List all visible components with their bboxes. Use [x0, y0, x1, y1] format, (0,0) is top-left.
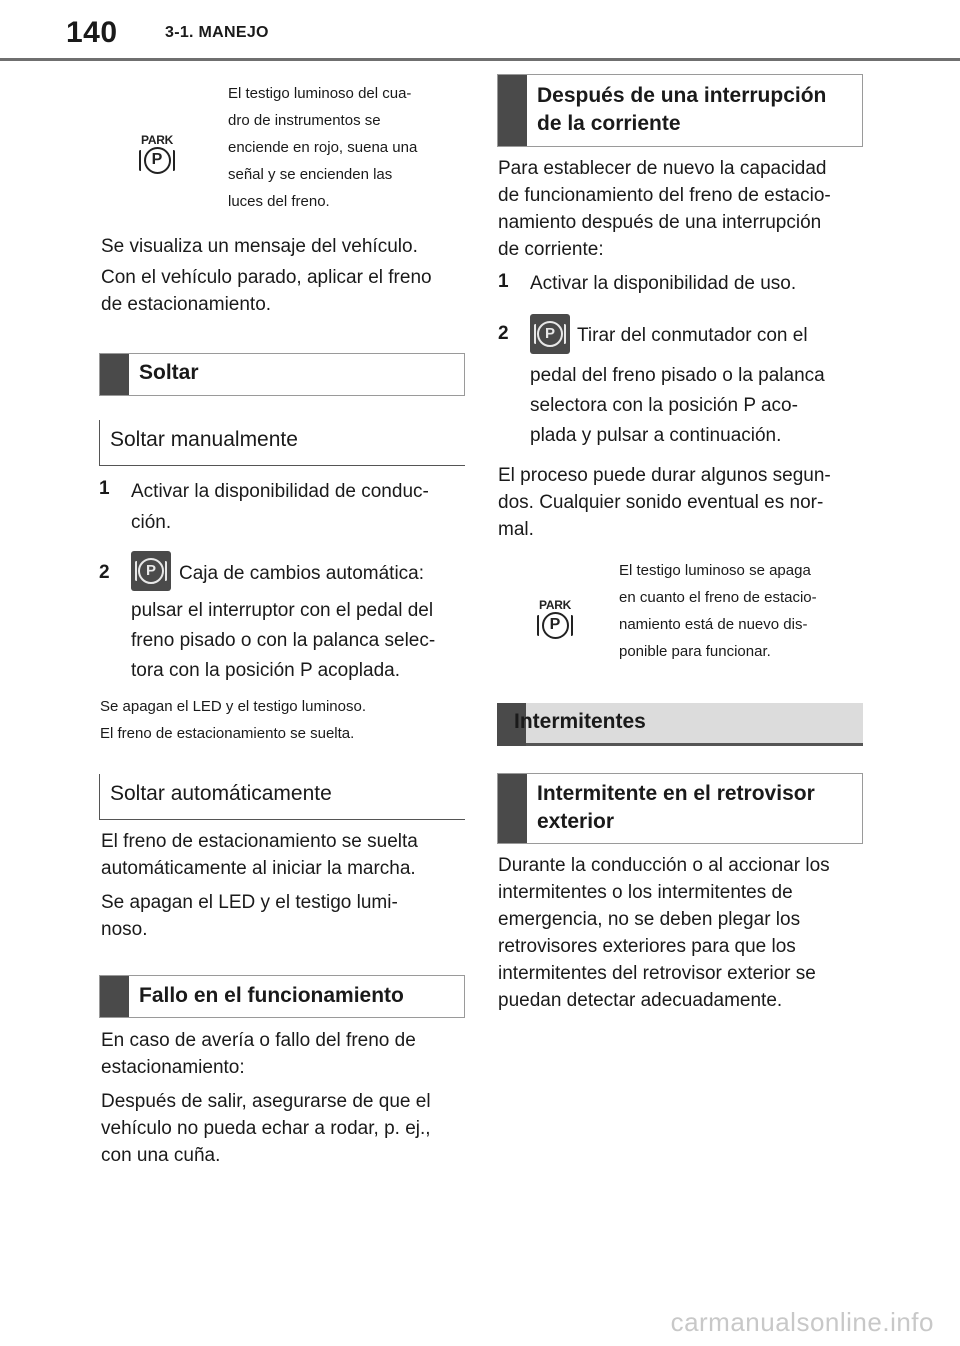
heading-intermitentes: Intermitentes [497, 703, 863, 746]
heading-interrupcion-corriente: Después de una interrupción de la corriente [497, 74, 863, 147]
step-2-text: pulsar el interruptor con el pedal del freno pisado o con la palanca selec- tora con la posición P acoplada. [131, 600, 436, 681]
retrovisor-text: Durante la conducción o al accionar los intermitentes o los intermitentes de emergencia, no se deben plegar los retrovisores exteriores para que los intermitentes del retrovisor exterior se puedan detectar adecuadamente. [498, 855, 830, 1011]
restore-intro-text: Para establecer de nuevo la capacidad de funcionamiento del freno de estacio- namiento después de una interrupción de corriente: [498, 158, 831, 260]
auto-release-text: El freno de estacionamiento se suelta automáticamente al iniciar la marcha. [101, 831, 418, 879]
subheading-soltar-auto: Soltar automáticamente [99, 774, 465, 820]
watermark: carmanualsonline.info [670, 1307, 934, 1337]
step-number: 1 [99, 478, 110, 499]
page-header [0, 0, 960, 62]
indicator-note: El testigo luminoso del cua- dro de instrumentos se enciende en rojo, suena una señal y se encienden las luces del freno. [228, 85, 418, 210]
heading-retrovisor: Intermitente en el retrovisor exterior [497, 773, 863, 844]
heading-soltar: Soltar [99, 353, 465, 396]
indicator-off-note: El testigo luminoso se apaga en cuanto el freno de estacio- namiento está de nuevo dis- ponible para funcionar. [619, 562, 817, 660]
step-number: 1 [498, 271, 509, 292]
section-title: 3-1. MANEJO [165, 24, 269, 41]
heading-fallo: Fallo en el funcionamiento [99, 975, 465, 1018]
apply-brake-text: Con el vehículo parado, aplicar el freno de estacionamiento. [101, 267, 432, 315]
park-brake-warning-icon: PARK P [535, 598, 575, 642]
park-brake-warning-icon: PARK P [137, 133, 177, 177]
led-off-note: Se apagan el LED y el testigo luminoso. [100, 698, 366, 715]
restore-step-2-lead: Tirar del conmutador con el [577, 325, 808, 346]
brake-released-note: El freno de estacionamiento se suelta. [100, 725, 355, 742]
step-2-lead: Caja de cambios automática: [179, 563, 425, 584]
step-number: 2 [99, 562, 110, 583]
parking-brake-switch-icon: P [131, 551, 171, 591]
vehicle-message-text: Se visualiza un mensaje del vehículo. [101, 236, 418, 257]
process-duration-text: El proceso puede durar algunos segun- dos. Cualquier sonido eventual es nor- mal. [498, 465, 831, 540]
step-1-text: Activar la disponibilidad de conduc- ción. [131, 481, 429, 533]
auto-led-off-text: Se apagan el LED y el testigo lumi- noso. [101, 892, 398, 940]
parking-brake-switch-icon: P [530, 314, 570, 354]
restore-step-2-text: pedal del freno pisado o la palanca selectora con la posición P aco- plada y pulsar a continuación. [530, 365, 825, 446]
subheading-soltar-manual: Soltar manualmente [99, 420, 465, 466]
page-number: 140 [66, 16, 118, 49]
header-divider [0, 58, 960, 61]
fallo-text-1: En caso de avería o fallo del freno de estacionamiento: [101, 1030, 416, 1078]
restore-step-1: Activar la disponibilidad de uso. [530, 273, 797, 294]
step-number: 2 [498, 323, 509, 344]
fallo-text-2: Después de salir, asegurarse de que el vehículo no pueda echar a rodar, p. ej., con una cuña. [101, 1091, 431, 1166]
